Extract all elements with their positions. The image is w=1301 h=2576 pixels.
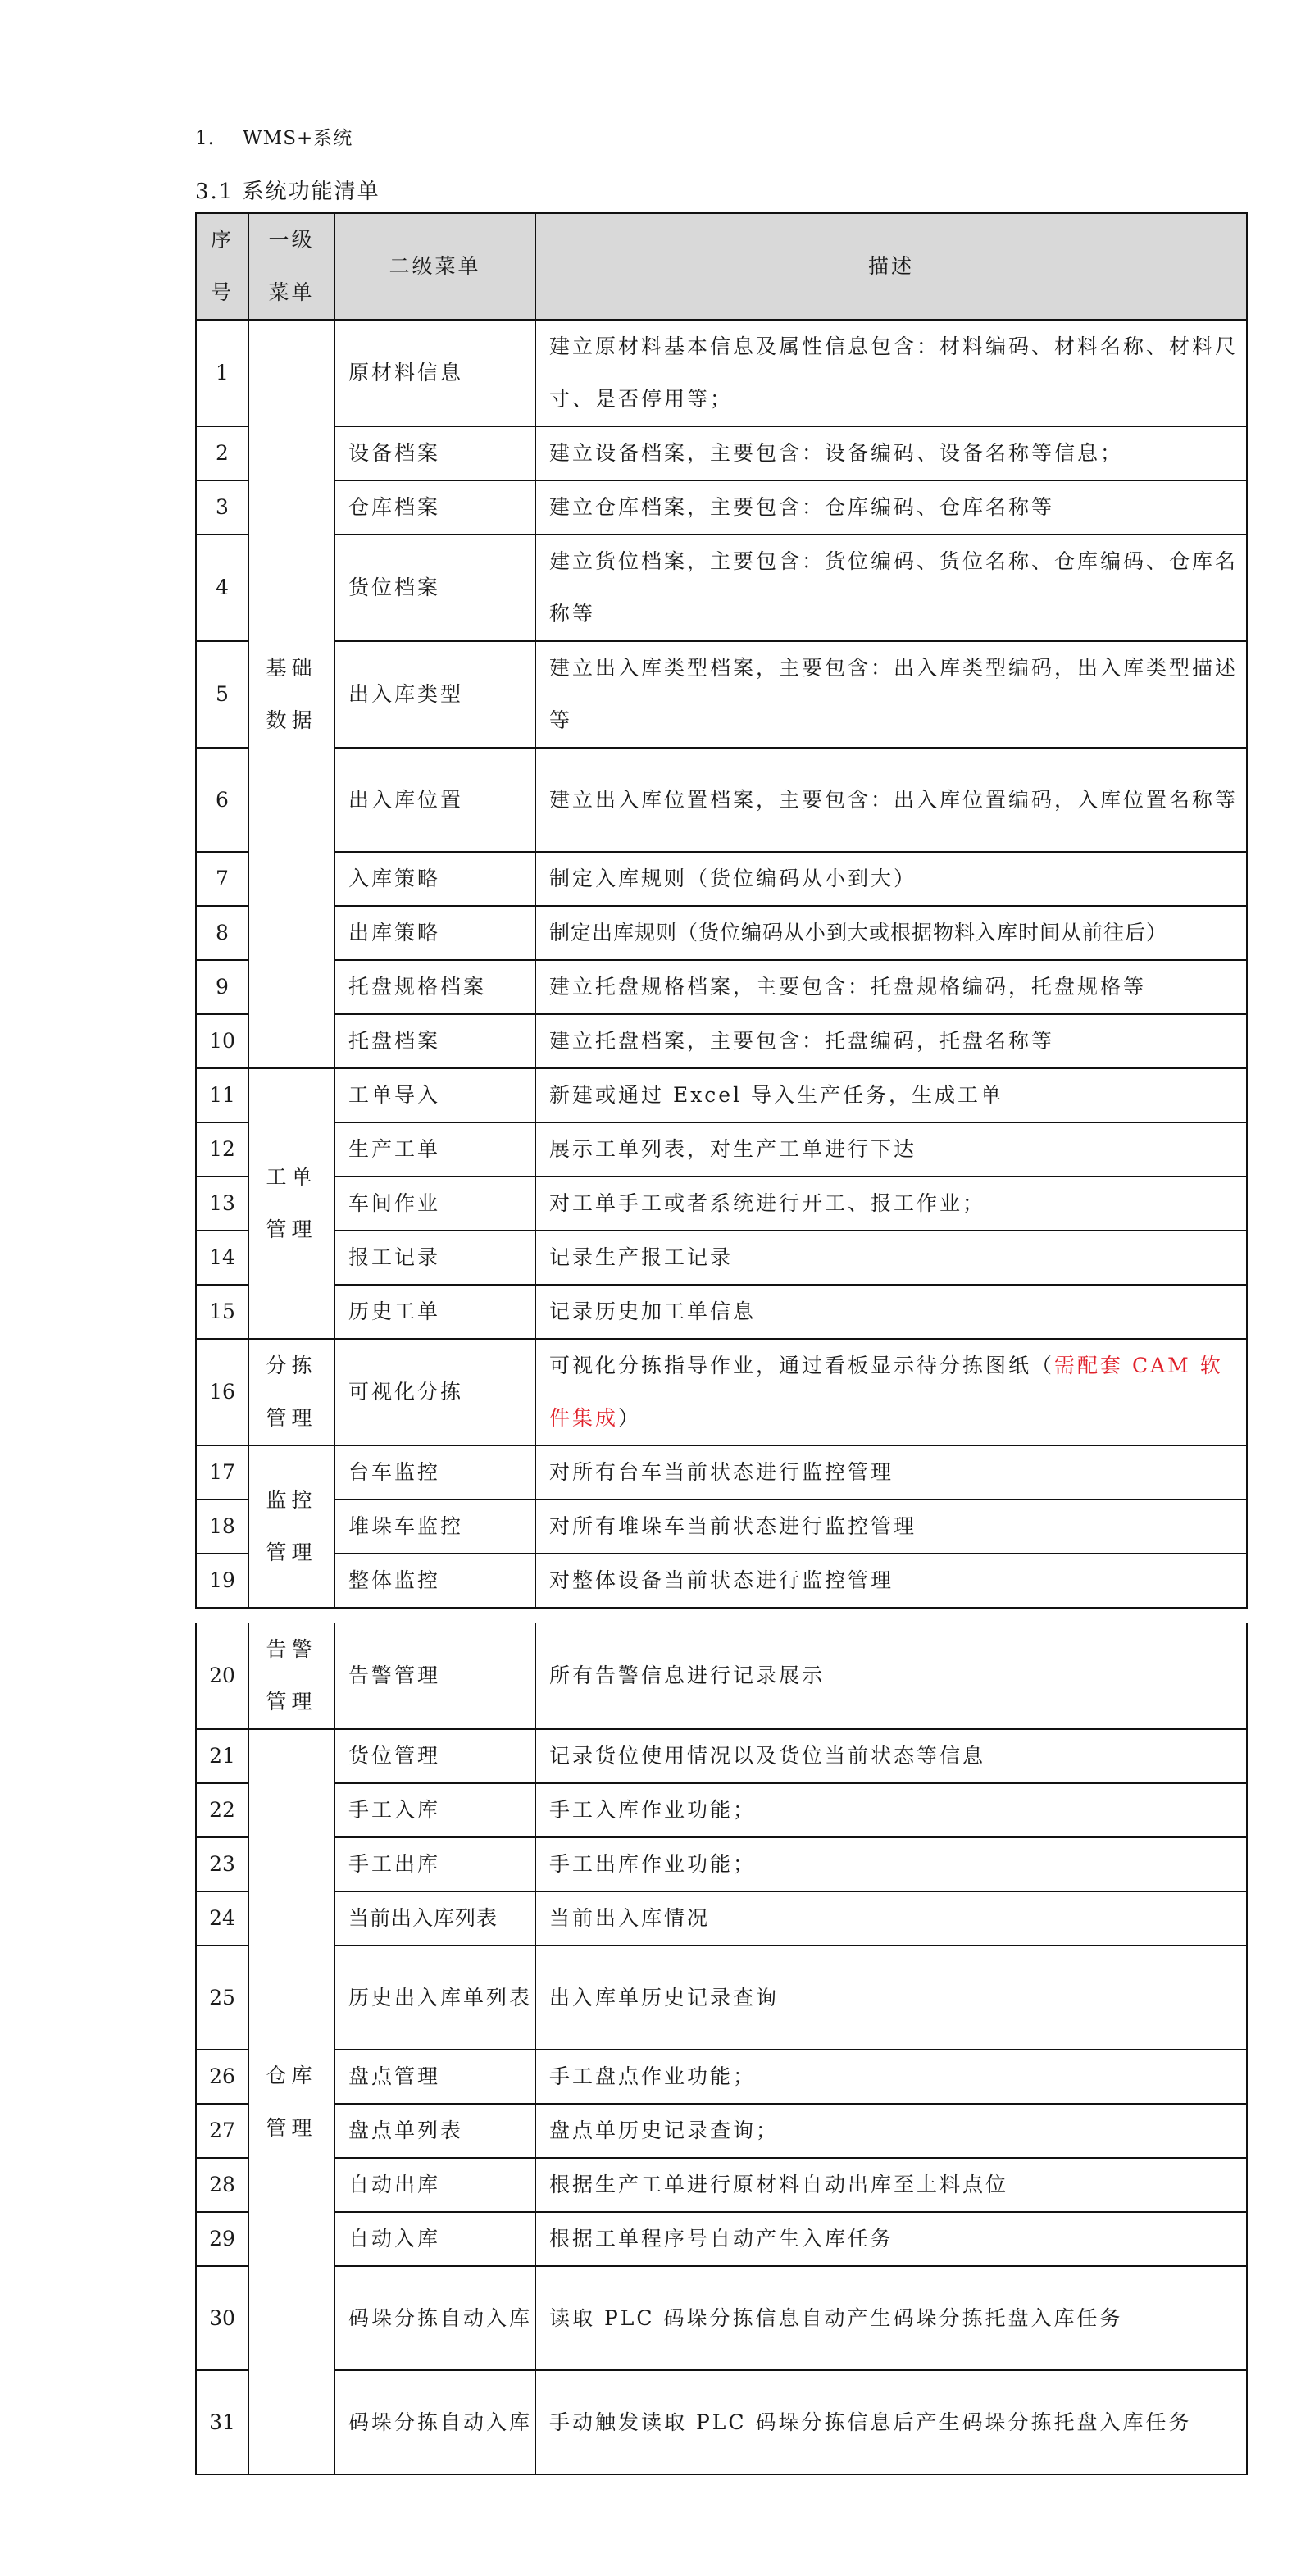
category-alarm: 告警 管理 xyxy=(248,1623,334,1729)
table-row xyxy=(196,1231,1247,1285)
table-row xyxy=(196,1783,1247,1837)
row-seq: 10 xyxy=(196,1014,248,1068)
section-heading-wms xyxy=(195,125,353,152)
row-submenu: 托盘规格档案 xyxy=(334,960,535,1014)
row-submenu: 盘点单列表 xyxy=(334,2104,535,2158)
row-description: 出入库单历史记录查询 xyxy=(535,1946,1247,2050)
table-row xyxy=(196,2104,1247,2158)
row-description: 盘点单历史记录查询； xyxy=(535,2104,1247,2158)
row-seq: 8 xyxy=(196,906,248,960)
row-seq: 1 xyxy=(196,320,248,426)
table-row xyxy=(196,480,1247,535)
table-row xyxy=(196,748,1247,852)
row-description: 对所有堆垛车当前状态进行监控管理 xyxy=(535,1500,1247,1554)
table-row xyxy=(196,1729,1247,1783)
cam-software-note: 需配套 CAM 软件集成 xyxy=(549,1354,1223,1430)
table-row xyxy=(196,960,1247,1014)
row-submenu: 堆垛车监控 xyxy=(334,1500,535,1554)
row-seq: 24 xyxy=(196,1891,248,1946)
row-seq: 31 xyxy=(196,2370,248,2474)
row-description: 根据工单程序号自动产生入库任务 xyxy=(535,2212,1247,2266)
header-description: 描述 xyxy=(535,213,1247,320)
row-seq: 28 xyxy=(196,2158,248,2212)
row-description: 建立出入库位置档案，主要包含：出入库位置编码，入库位置名称等 xyxy=(535,748,1247,852)
row-seq: 26 xyxy=(196,2050,248,2104)
table-row xyxy=(196,1014,1247,1068)
row-seq: 19 xyxy=(196,1554,248,1608)
row-submenu: 入库策略 xyxy=(334,852,535,906)
row-description: 建立货位档案，主要包含：货位编码、货位名称、仓库编码、仓库名称等 xyxy=(535,535,1247,641)
section-number: 1. xyxy=(195,128,215,149)
row-seq: 27 xyxy=(196,2104,248,2158)
table-row xyxy=(196,426,1247,480)
table-row xyxy=(196,2266,1247,2370)
row-submenu: 工单导入 xyxy=(334,1068,535,1122)
row-seq: 21 xyxy=(196,1729,248,1783)
row-description: 建立托盘规格档案，主要包含：托盘规格编码，托盘规格等 xyxy=(535,960,1247,1014)
table-row xyxy=(196,1339,1247,1445)
row-description: 对工单手工或者系统进行开工、报工作业； xyxy=(535,1176,1247,1231)
row-seq: 3 xyxy=(196,480,248,535)
row-seq: 14 xyxy=(196,1231,248,1285)
row-submenu: 码垛分拣自动入库 xyxy=(334,2266,535,2370)
row-submenu: 告警管理 xyxy=(334,1623,535,1729)
row-description: 手动触发读取 PLC 码垛分拣信息后产生码垛分拣托盘入库任务 xyxy=(535,2370,1247,2474)
row-seq: 11 xyxy=(196,1068,248,1122)
table-header-row xyxy=(196,213,1247,320)
table-row xyxy=(196,320,1247,426)
row-description: 建立设备档案，主要包含：设备编码、设备名称等信息； xyxy=(535,426,1247,480)
category-warehouse: 仓库 管理 xyxy=(248,1729,334,2474)
row-submenu: 码垛分拣自动入库 xyxy=(334,2370,535,2474)
row-submenu: 出入库位置 xyxy=(334,748,535,852)
row-seq: 12 xyxy=(196,1122,248,1176)
row-seq: 16 xyxy=(196,1339,248,1445)
row-description: 记录历史加工单信息 xyxy=(535,1285,1247,1339)
row-seq: 17 xyxy=(196,1445,248,1500)
row-description: 制定入库规则（货位编码从小到大） xyxy=(535,852,1247,906)
category-work-order: 工单 管理 xyxy=(248,1068,334,1339)
row-submenu: 生产工单 xyxy=(334,1122,535,1176)
row-description: 建立原材料基本信息及属性信息包含：材料编码、材料名称、材料尺寸、是否停用等； xyxy=(535,320,1247,426)
row-seq: 2 xyxy=(196,426,248,480)
row-description: 建立仓库档案，主要包含：仓库编码、仓库名称等 xyxy=(535,480,1247,535)
row-submenu: 当前出入库列表 xyxy=(334,1891,535,1946)
row-submenu: 手工出库 xyxy=(334,1837,535,1891)
row-seq: 20 xyxy=(196,1623,248,1729)
row-submenu: 货位档案 xyxy=(334,535,535,641)
row-submenu: 自动出库 xyxy=(334,2158,535,2212)
row-description: 所有告警信息进行记录展示 xyxy=(535,1623,1247,1729)
row-submenu: 历史出入库单列表 xyxy=(334,1946,535,2050)
row-seq: 9 xyxy=(196,960,248,1014)
header-level1-menu: 一级 菜单 xyxy=(248,213,334,320)
row-seq: 22 xyxy=(196,1783,248,1837)
row-seq: 7 xyxy=(196,852,248,906)
row-seq: 5 xyxy=(196,641,248,748)
row-description: 建立托盘档案，主要包含：托盘编码，托盘名称等 xyxy=(535,1014,1247,1068)
table-row xyxy=(196,1837,1247,1891)
row-description: 根据生产工单进行原材料自动出库至上料点位 xyxy=(535,2158,1247,2212)
table-row xyxy=(196,1891,1247,1946)
row-seq: 30 xyxy=(196,2266,248,2370)
row-submenu: 盘点管理 xyxy=(334,2050,535,2104)
row-seq: 25 xyxy=(196,1946,248,2050)
row-description: 制定出库规则（货位编码从小到大或根据物料入库时间从前往后） xyxy=(535,906,1247,960)
row-submenu: 台车监控 xyxy=(334,1445,535,1500)
table-row xyxy=(196,1068,1247,1122)
row-description: 建立出入库类型档案，主要包含：出入库类型编码，出入库类型描述等 xyxy=(535,641,1247,748)
subsection-heading: 3.1 系统功能清单 xyxy=(195,180,380,204)
row-submenu: 出库策略 xyxy=(334,906,535,960)
row-description: 手工盘点作业功能； xyxy=(535,2050,1247,2104)
category-basic-data: 基础 数据 xyxy=(248,320,334,1068)
row-seq: 13 xyxy=(196,1176,248,1231)
row-submenu: 整体监控 xyxy=(334,1554,535,1608)
row-description: 读取 PLC 码垛分拣信息自动产生码垛分拣托盘入库任务 xyxy=(535,2266,1247,2370)
row-seq: 23 xyxy=(196,1837,248,1891)
row-submenu: 报工记录 xyxy=(334,1231,535,1285)
row-submenu: 仓库档案 xyxy=(334,480,535,535)
table-row xyxy=(196,1623,1247,1729)
row-seq: 18 xyxy=(196,1500,248,1554)
row-seq: 6 xyxy=(196,748,248,852)
table-row xyxy=(196,1445,1247,1500)
table-row xyxy=(196,1554,1247,1608)
table-row xyxy=(196,1122,1247,1176)
row-description: 对所有台车当前状态进行监控管理 xyxy=(535,1445,1247,1500)
row-description: 当前出入库情况 xyxy=(535,1891,1247,1946)
row-submenu: 可视化分拣 xyxy=(334,1339,535,1445)
table-row xyxy=(196,2370,1247,2474)
row-submenu: 手工入库 xyxy=(334,1783,535,1837)
table-row xyxy=(196,906,1247,960)
row-description: 记录货位使用情况以及货位当前状态等信息 xyxy=(535,1729,1247,1783)
row-description: 展示工单列表，对生产工单进行下达 xyxy=(535,1122,1247,1176)
row-description: 对整体设备当前状态进行监控管理 xyxy=(535,1554,1247,1608)
table-row xyxy=(196,1500,1247,1554)
row-submenu: 托盘档案 xyxy=(334,1014,535,1068)
table-row xyxy=(196,1176,1247,1231)
table-row xyxy=(196,1946,1247,2050)
row-submenu: 历史工单 xyxy=(334,1285,535,1339)
category-sorting: 分拣 管理 xyxy=(248,1339,334,1445)
row-description: 手工出库作业功能； xyxy=(535,1837,1247,1891)
header-seq: 序 号 xyxy=(196,213,248,320)
row-submenu: 原材料信息 xyxy=(334,320,535,426)
row-submenu: 货位管理 xyxy=(334,1729,535,1783)
row-description: 新建或通过 Excel 导入生产任务，生成工单 xyxy=(535,1068,1247,1122)
row-description: 手工入库作业功能； xyxy=(535,1783,1247,1837)
function-list-table-part2 xyxy=(195,1623,1248,2475)
row-submenu: 出入库类型 xyxy=(334,641,535,748)
category-monitoring: 监控 管理 xyxy=(248,1445,334,1608)
table-row xyxy=(196,535,1247,641)
row-description: 可视化分拣指导作业，通过看板显示待分拣图纸（需配套 CAM 软件集成） xyxy=(535,1339,1247,1445)
row-submenu: 车间作业 xyxy=(334,1176,535,1231)
row-submenu: 自动入库 xyxy=(334,2212,535,2266)
table-row xyxy=(196,1285,1247,1339)
header-level2-menu: 二级菜单 xyxy=(334,213,535,320)
table-row xyxy=(196,852,1247,906)
table-row xyxy=(196,2212,1247,2266)
section-title: WMS+系统 xyxy=(243,128,353,149)
row-seq: 29 xyxy=(196,2212,248,2266)
row-seq: 4 xyxy=(196,535,248,641)
function-list-table-part1 xyxy=(195,212,1248,1609)
table-row xyxy=(196,2158,1247,2212)
table-row xyxy=(196,2050,1247,2104)
row-description: 记录生产报工记录 xyxy=(535,1231,1247,1285)
row-seq: 15 xyxy=(196,1285,248,1339)
row-submenu: 设备档案 xyxy=(334,426,535,480)
table-row xyxy=(196,641,1247,748)
